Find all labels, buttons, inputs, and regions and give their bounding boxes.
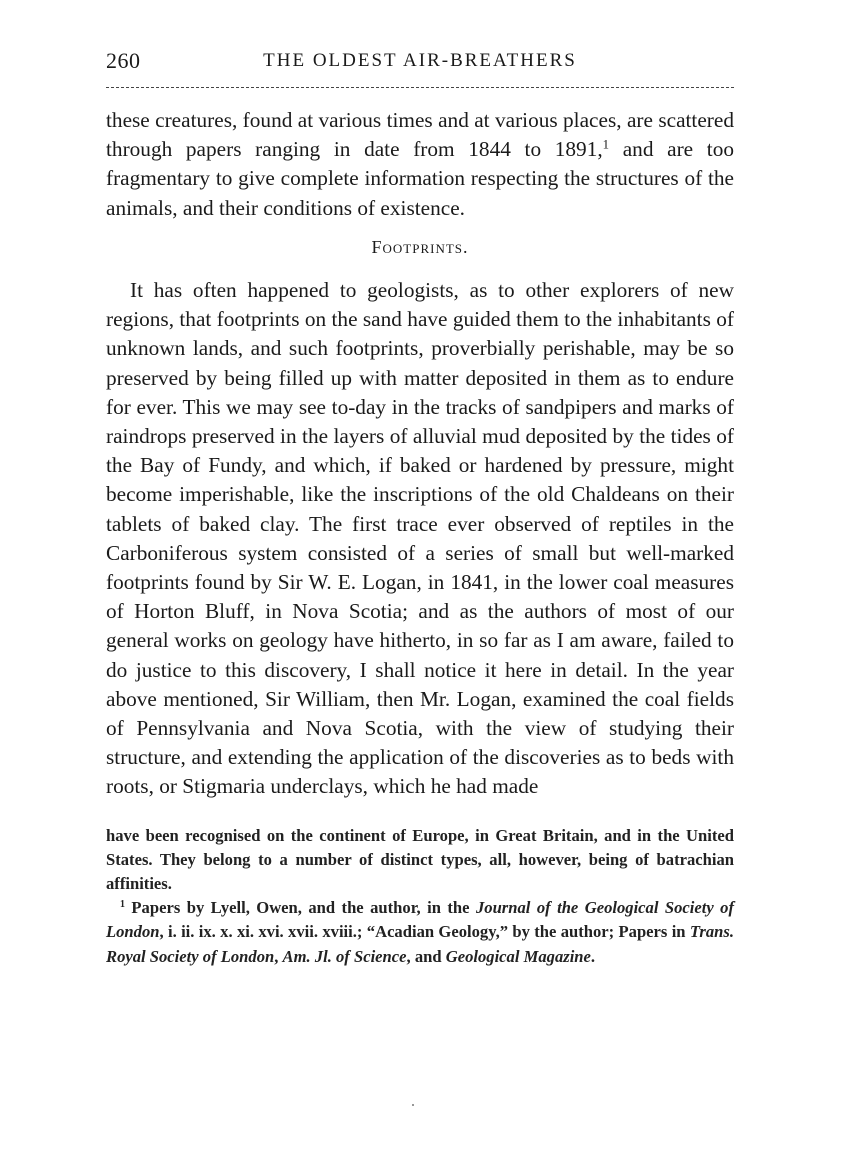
header-rule <box>106 87 734 88</box>
page-number: 260 <box>106 48 141 73</box>
running-title: THE OLDEST AIR-BREATHERS <box>263 50 577 71</box>
paragraph-text: these creatures, found at various times and at various places, are scattered through papers ranging in date from 1844 to 1891, <box>106 108 734 162</box>
paragraph-continuation <box>106 106 734 223</box>
footnote-1 <box>106 896 734 969</box>
paragraph-text-end: and are too fragmentary to give complete information respecting the structures of the animals, and their conditions of existence. <box>106 137 734 220</box>
footnote-1-text-c: , <box>274 946 283 966</box>
book-page <box>106 40 734 969</box>
footnotes <box>106 824 734 969</box>
footnote-1-text-b: , i. ii. ix. x. xi. xvi. xvii. xviii.; “Acadian Geology,” by the author; Papers in <box>159 922 690 942</box>
journal-title: Journal of the Geological Society of London <box>106 898 734 942</box>
speck <box>412 1104 414 1106</box>
page-header <box>106 40 734 84</box>
footnote-marker: 1 <box>602 137 610 152</box>
footnote-1-text-e: . <box>590 946 596 966</box>
main-text <box>106 106 734 802</box>
magazine-title: Geological Magazine <box>445 946 591 966</box>
footnote-1-marker: 1 <box>120 899 125 911</box>
paragraph-footprints: It has often happened to geologists, as to other explorers of new regions, that footprints on the sand have guided them to the inhabitants of unknown lands, and such footprints, proverbially perishable, may be so preserved by being filled up with matter deposited in them as to endure for ever. This we may see to-day in the tracks of sandpipers and marks of raindrops preserved in the layers of alluvial mud deposited by the tides of the Bay of Fundy, and which, if baked or hardened by pressure, might become imperishable, like the inscriptions of the old Chaldeans on their tablets of baked clay. The first trace ever observed of reptiles in the Carboniferous system consisted of a series of small but well-marked footprints found by Sir W. E. Logan, in 1841, in the lower coal measures of Horton Bluff, in Nova Scotia; and as the authors of most of our general works on geology have hitherto, in so far as I am aware, failed to do justice to this discovery, I shall notice it here in detail. In the year above mentioned, Sir William, then Mr. Logan, examined the coal fields of Pennsylvania and Nova Scotia, with the view of studying their structure, and extending the application of the discoveries as to beds with roots, or Stigmaria underclays, which he had made <box>106 278 734 799</box>
american-journal-title: Am. Jl. of Science <box>282 946 407 966</box>
section-heading: Footprints. <box>371 236 469 257</box>
transactions-title: Trans. Royal Society of London <box>106 922 734 966</box>
footnote-1-text-d: , and <box>406 946 446 966</box>
footnote-continuation: have been recognised on the continent of Europe, in Great Britain, and in the United States. They belong to a number of distinct types, all, however, being of batrachian affinities. <box>106 825 734 894</box>
footnote-1-text-a: Papers by Lyell, Owen, and the author, in the <box>124 898 476 918</box>
